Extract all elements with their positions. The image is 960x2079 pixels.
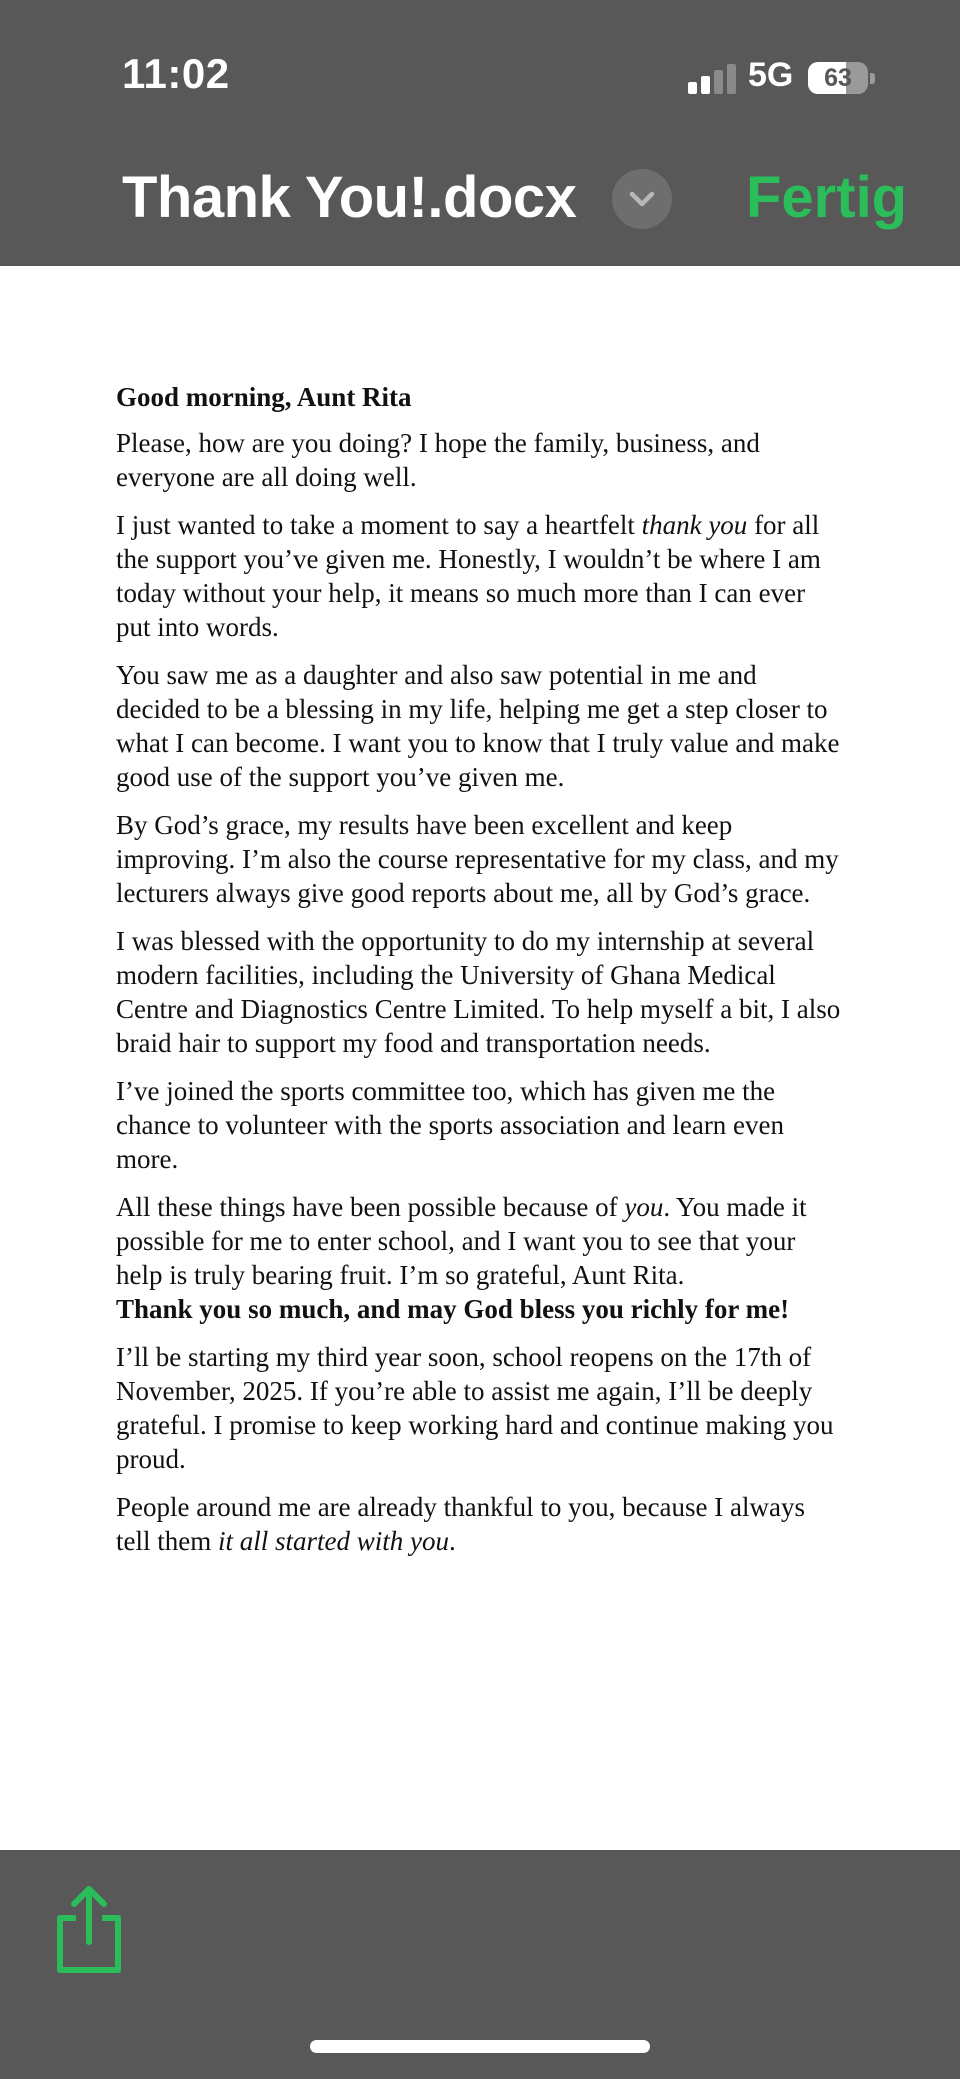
paragraph-4: By God’s grace, my results have been excellent and keep improving. I’m also the course representative for my class, and my lecturers always give good reports about me, all by God’s grace. bbox=[116, 810, 839, 908]
network-type: 5G bbox=[748, 56, 794, 94]
top-bar bbox=[0, 0, 960, 266]
paragraph-5: I was blessed with the opportunity to do my internship at several modern facilities, including the University of Ghana Medical Centre and Diagnostics Centre Limited. To help myself a bit, I also braid hair to support my food and transportation needs. bbox=[116, 926, 841, 1058]
paragraph-3: You saw me as a daughter and also saw potential in me and decided to be a blessing in my life, helping me get a step closer to what I can become. I want you to know that I truly value and make good use of the support you’ve given me. bbox=[116, 660, 840, 792]
battery-body bbox=[808, 62, 868, 94]
share-icon bbox=[52, 1884, 126, 1976]
battery-tip bbox=[870, 73, 875, 84]
battery-percent: 63 bbox=[824, 64, 852, 92]
status-time: 11:02 bbox=[122, 50, 230, 97]
signal-bar-1 bbox=[688, 82, 697, 94]
paragraph-2 bbox=[116, 508, 846, 644]
paragraph-8: I’ll be starting my third year soon, school reopens on the 17th of November, 2025. If you’re able to assist me again, I’ll be deeply grateful. I promise to keep working hard and continue making you proud. bbox=[116, 1342, 834, 1474]
document-title[interactable]: Thank You!.docx bbox=[122, 165, 577, 230]
paragraph-2-text-a: I just wanted to take a moment to say a heartfelt bbox=[116, 510, 642, 540]
paragraph-7-italic: you bbox=[624, 1192, 664, 1222]
paragraph-7-bold: Thank you so much, and may God bless you richly for me! bbox=[116, 1294, 790, 1324]
paragraph-7 bbox=[116, 1190, 846, 1326]
paragraph-1: Please, how are you doing? I hope the family, business, and everyone are all doing well. bbox=[116, 428, 760, 492]
greeting: Good morning, Aunt Rita bbox=[116, 382, 412, 412]
paragraph-9 bbox=[116, 1490, 846, 1558]
paragraph-2-text-b: for all the support you’ve given me. Honestly, I wouldn’t be where I am today without your help, it means so much more than I can ever put into words. bbox=[116, 510, 821, 642]
done-button[interactable]: Fertig bbox=[746, 165, 908, 230]
paragraph-7-text-b: . You made it possible for me to enter school, and I want you to see that your help is truly bearing fruit. I’m so grateful, Aunt Rita. bbox=[116, 1192, 807, 1290]
paragraph-9-italic: it all started with you bbox=[217, 1526, 449, 1556]
bottom-toolbar bbox=[0, 1850, 960, 2079]
signal-bar-4 bbox=[727, 64, 736, 94]
signal-bar-3 bbox=[714, 70, 723, 94]
paragraph-9-text-b: . bbox=[449, 1526, 456, 1556]
paragraph-2-italic: thank you bbox=[641, 510, 748, 540]
paragraph-9-text-a: People around me are already thankful to you, because I always tell them bbox=[116, 1492, 805, 1556]
share-button[interactable] bbox=[52, 1884, 126, 1976]
signal-bar-2 bbox=[701, 76, 710, 94]
paragraph-7-text-a: All these things have been possible because of bbox=[116, 1192, 625, 1222]
title-menu-button[interactable] bbox=[612, 169, 672, 229]
chevron-down-icon bbox=[628, 190, 656, 208]
battery-icon bbox=[808, 62, 874, 94]
paragraph-6: I’ve joined the sports committee too, which has given me the chance to volunteer with the sports association and learn even more. bbox=[116, 1076, 785, 1174]
cellular-signal-icon bbox=[688, 64, 736, 94]
document-content bbox=[116, 380, 846, 1572]
home-indicator[interactable] bbox=[310, 2040, 650, 2053]
